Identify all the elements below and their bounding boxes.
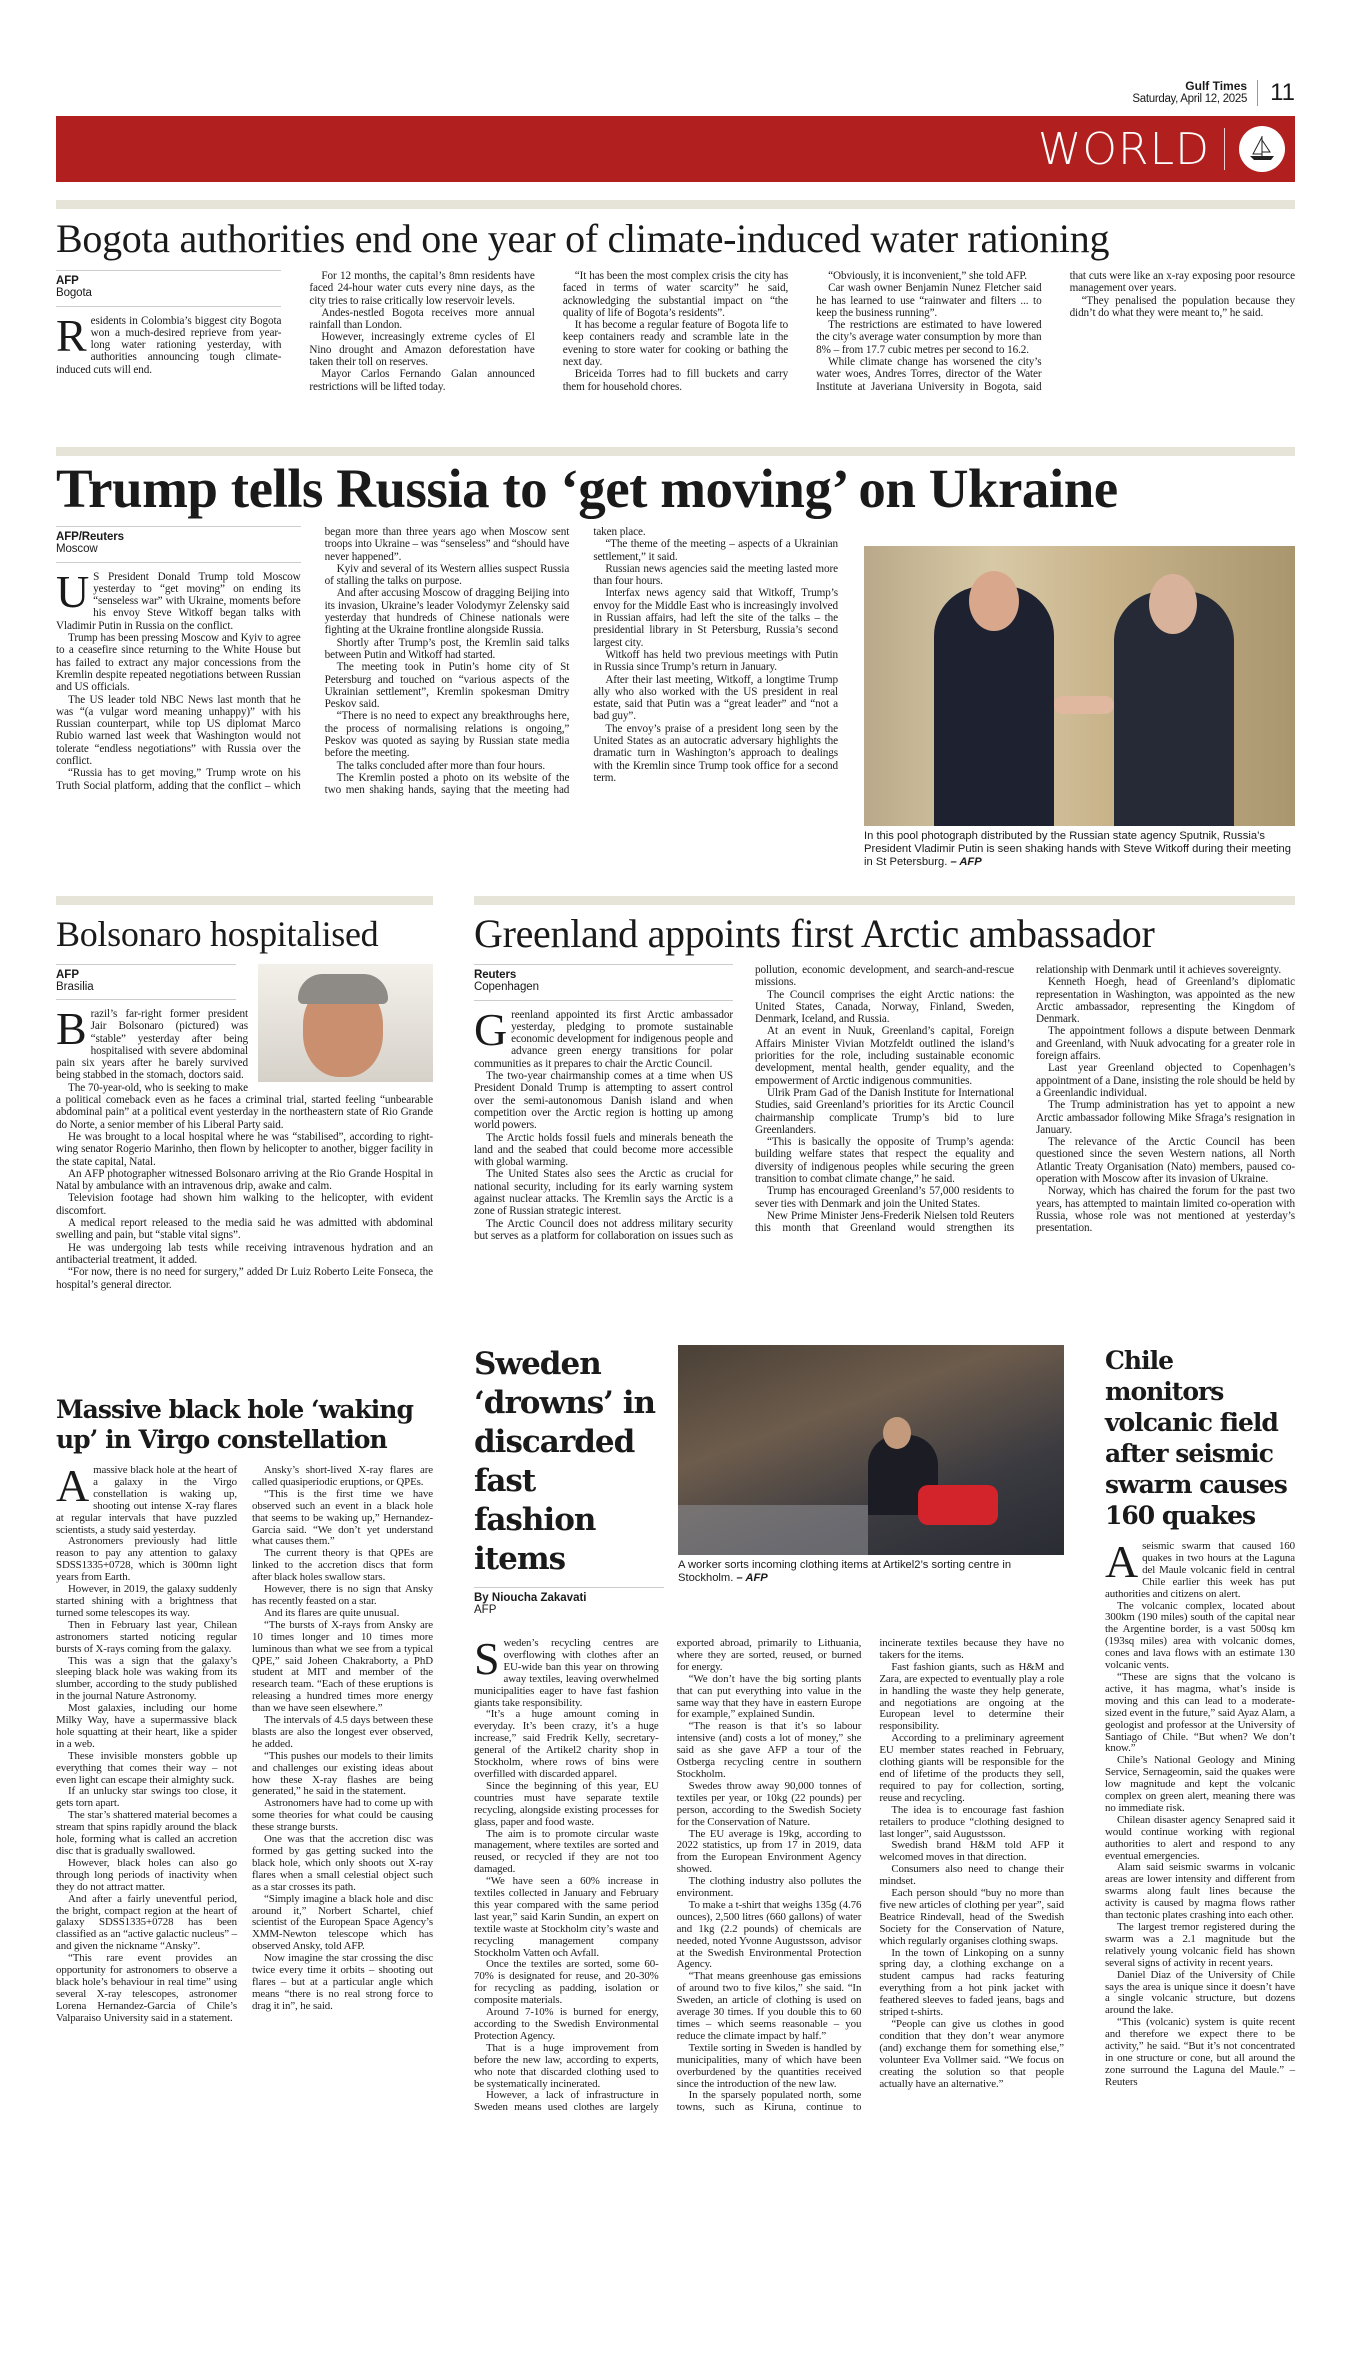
paragraph: “This (volcanic) system is quite recent and therefore we expect there to be activity,” he said. “But it’s not concentrated in one structure or cone, but all around the zone surround the Laguna del Maule.” – Reuters: [1105, 2016, 1295, 2088]
paragraph: The Trump administration has yet to appoint a new Arctic ambassador following Mike Sfraga’s resignation in January.: [1036, 1099, 1295, 1136]
article-body: [56, 1460, 433, 2025]
article-black-hole: [56, 1395, 433, 2025]
paragraph: He was undergoing lab tests while receiving intravenous hydration and an antibacterial treatment, it added.: [56, 1241, 433, 1266]
paper-name: Gulf Times: [1185, 79, 1248, 93]
paragraph: Sweden’s recycling centres are overflowing with clothes after an EU-wide ban this year on throwing away textiles, leaving overwhelmed municipalities eager to have fast fashion giants take responsibility.: [474, 1633, 659, 1709]
article-greenland: [474, 912, 1295, 1242]
paragraph: Astronomers have had to come up with some theories for what could be causing these strange bursts.: [252, 1797, 433, 1834]
section-divider: [56, 447, 1295, 456]
article-trump-russia: [56, 458, 1295, 888]
banner-divider: [1224, 128, 1225, 170]
paragraph: He was brought to a local hospital where he was “stabilised”, according to right-wing senator Rogerio Marinho, then flown by helicopter to another, bigger facility in the state capital, Natal.: [56, 1130, 433, 1168]
headline-block: [474, 1345, 664, 1630]
paragraph: Swedish brand H&M told AFP it welcomed moves in that direction.: [879, 1839, 1064, 1864]
article-chile-volcano: [1105, 1345, 1295, 2089]
article-header: [474, 1345, 1064, 1630]
paragraphs: [474, 1633, 1064, 2114]
paragraph: “For now, there is no need for surgery,” added Dr Luiz Roberto Leite Fonseca, the hospital’s general director.: [56, 1266, 433, 1291]
dhow-boat-icon: [1239, 126, 1285, 172]
paragraph: In the sparsely populated north, some towns, such as Kiruna, continue to incinerate textiles because they have no takers for the items.: [676, 1637, 1064, 2114]
paragraph: At an event in Nuuk, Greenland’s capital, Foreign Affairs Minister Vivian Motzfeldt outlined the island’s priorities for the role, including sustainable economic development, mental health, gender equality, and the empowerment of Arctic indigenous communities.: [755, 1025, 1014, 1087]
issue-date: Saturday, April 12, 2025: [1132, 93, 1248, 105]
paragraph: Amassive black hole at the heart of a galaxy in the Virgo constellation is waking up, shooting out intense X-ray flares at regular intervals that have puzzled scientists, a study said yesterday.: [56, 1460, 237, 1536]
paragraph: Around 7-10% is burned for energy, according to the Swedish Environmental Protection Agency.: [474, 2006, 659, 2042]
byline: [56, 526, 301, 563]
paragraph: Chilean disaster agency Senapred said it would continue working with regional authorities to alert and respond to any eventual emergencies.: [1105, 1813, 1295, 1862]
paragraph: Brazil’s far-right former president Jair Bolsonaro (pictured) was “stable” yesterday after being hospitalised with severe abdominal pain six years after he barely survived being stabbed in the stomach, doctors said.: [56, 1003, 248, 1082]
paragraph: The two-year chairmanship comes at a time when US President Donald Trump is attempting to assert control over the semi-autonomous Danish island and when competition over the Arctic region is hotting up among world powers.: [474, 1070, 733, 1132]
paragraphs: [474, 964, 1295, 1242]
paragraph: “The theme of the meeting – aspects of a Ukrainian settlement,” it said.: [593, 538, 838, 563]
paragraph: “Russia has to get moving,” Trump wrote on his Truth Social platform, adding that the conflict – which began more than three years ago when Moscow sent troops into Ukraine – was “senseless” and “should have never happened”.: [56, 526, 570, 792]
paragraph: “Simply imagine a black hole and disc around it,” Norbert Schartel, chief scientist of the European Space Agency’s XMM-Newton telescope which has observed Ansky, told AFP.: [252, 1892, 433, 1953]
paragraph: “This is the first time we have observed such an event in a black hole that seems to be waking up,” Hernandez-Garcia said. “We don’t yet understand what causes them.”: [252, 1487, 433, 1548]
paragraph: The appointment follows a dispute between Denmark and Greenland, with Nuuk advocating for a greater role in foreign affairs.: [1036, 1025, 1295, 1063]
paragraph: Most galaxies, including our home Milky Way, have a supermassive black hole squatting at their heart, like a spider in a web.: [56, 1702, 237, 1750]
paragraph: “We have seen a 60% increase in textiles collected in January and February this year compared with the same period last year,” said Karin Sundin, an expert on textile waste at Stockholm city’s waste and recycling management company Stockholm Vatten och Avfall.: [474, 1875, 659, 1959]
photo-caption: [864, 830, 1295, 869]
byline-dateline: Brasilia: [56, 981, 94, 993]
paragraph: The aim is to promote circular waste management, where textiles are sorted and reused, or recycled if they are not too damaged.: [474, 1827, 659, 1876]
paragraph: US President Donald Trump told Moscow yesterday to “get moving” on ending its “senseless war” with Ukraine, moments before his envoy Steve Witkoff began talks with Vladimir Putin in Russia on the conflict.: [56, 565, 301, 632]
paragraph: Russian news agencies said the meeting lasted more than four hours.: [593, 562, 838, 588]
byline-agency: AFP: [474, 1604, 497, 1616]
paragraph: The Kremlin posted a photo on its website of the two men shaking hands, saying that the meeting had taken place.: [324, 526, 646, 797]
paragraph: This was a sign that the galaxy’s sleeping black hole was waking from its slumber, according to the study published in the journal Nature Astronomy.: [56, 1654, 237, 1703]
byline: [56, 270, 281, 307]
paragraph: “The bursts of X-rays from Ansky are 10 times longer and 10 times more luminous than what we see from a typical QPE,” said Joheen Chakraborty, a PhD student at MIT and member of the research team. “Each of these eruptions is releasing a hundred times more energy than we have seen elsewhere.”: [252, 1618, 433, 1715]
paragraph: However, a lack of infrastructure in Sweden means used clothes are largely exported abroad, primarily to Lithuania, where they are sorted, reused, or burned for energy.: [474, 1637, 862, 2114]
paragraph: The envoy’s praise of a president long seen by the United States as an autocratic adversary highlights the dramatic turn in Washington’s approach to dealings with the Kremlin since Trump took office for a second term.: [593, 722, 838, 784]
page-number: 11: [1270, 79, 1295, 106]
paragraph: Ulrik Pram Gad of the Danish Institute for International Studies, said Greenland’s priorities for its Arctic Council chairmanship complicate Trump’s bid to lure Greenlanders.: [755, 1086, 1014, 1136]
paragraph: The current theory is that QPEs are linked to the accretion discs that form after black holes swallow stars.: [252, 1547, 433, 1584]
section-banner: [56, 116, 1295, 182]
paragraph: “There is no need to expect any breakthroughs here, the process of normalising relations is ongoing,” Peskov was quoted as saying by Russian state media before the meeting.: [324, 710, 570, 760]
paragraph: Kyiv and several of its Western allies suspect Russia of stalling the talks on purpose.: [324, 562, 570, 588]
paragraph: “The reason is that it’s so labour intensive (and) costs a lot of money,” she said as she gave AFP a tour of the Ostberga recycling centre in southern Stockholm.: [676, 1720, 862, 1780]
paragraph: “They penalised the population because they didn’t do what they were meant to,” he said.: [1069, 294, 1295, 319]
paragraph: Briceida Torres had to fill buckets and carry them for household chores.: [562, 368, 789, 393]
paragraph: Astronomers previously had little reason to pay any attention to galaxy SDSS1335+0728, which is 300mn light years from Earth.: [56, 1535, 237, 1584]
section-divider: [56, 896, 433, 905]
paragraph: “This rare event provides an opportunity for astronomers to observe a black hole’s behaviour in real time” using several X-ray telescopes, astronomer Lorena Hernandez-Garcia of Chile’s Valparaiso University said in a statement.: [56, 1952, 237, 2024]
paragraph: Interfax news agency said that Witkoff, Trump’s envoy for the Middle East who is increasingly involved in Russian affairs, had left the site of the talks – the presidential library in St Petersburg, Russia’s second largest city.: [593, 587, 838, 649]
paragraph: The intervals of 4.5 days between these blasts are also the longest ever observed, he added.: [252, 1714, 433, 1750]
masthead: [1132, 80, 1295, 106]
paragraph: New Prime Minister Jens-Frederik Nielsen told Reuters this month that Greenland would strengthen its relationship with Denmark until it achieves sovereignty.: [755, 964, 1282, 1235]
paragraph: Alam said seismic swarms in volcanic areas are lower intensity and different from swarms along fault lines because the activity is caused by magma flows rather than tectonic plates crashing into each other.: [1105, 1861, 1295, 1922]
paragraph: The clothing industry also pollutes the environment.: [676, 1875, 862, 1900]
paragraph: The idea is to encourage fast fashion retailers to produce “clothing designed to last longer”, said Augustsson.: [879, 1803, 1064, 1840]
paragraph: Fast fashion giants, such as H&M and Zara, are expected to eventually play a role in handling the waste they help generate, and negotiations are ongoing at the European level to determine their responsibility.: [879, 1660, 1064, 1733]
caption-credit: – AFP: [950, 856, 982, 868]
paragraph: Textile sorting in Sweden is handled by municipalities, many of which have been overburdened by the quantities received since the introduction of the new law.: [676, 2041, 862, 2090]
paragraph: “We don’t have the big sorting plants that can put everything into value in the same way that they have in eastern Europe for example,” explained Sundin.: [676, 1672, 862, 1721]
paragraph: It has become a regular feature of Bogota life to keep containers ready and scramble late in the evening to store water for cooking or bathing the next day.: [562, 319, 789, 369]
paragraph: Then in February last year, Chilean astronomers started noticing regular bursts of X-rays coming from the galaxy.: [56, 1618, 237, 1655]
photo-block: [678, 1345, 1064, 1630]
masthead-info: [1132, 80, 1258, 106]
byline-agency: AFP/Reuters: [56, 531, 124, 543]
paragraph: Aseismic swarm that caused 160 quakes in two hours at the Laguna del Maule volcanic field in central Chile earlier this week has put authorities and citizens on alert.: [1105, 1536, 1295, 1600]
paragraph: The volcanic complex, located about 300km (190 miles) south of the capital near the Argentine border, is a vast 500sq km (193sq miles) area with volcanic domes, cones and lava flows with an estimate 130 volcanic vents.: [1105, 1599, 1295, 1672]
byline-agency: Reuters: [474, 969, 517, 981]
section-divider: [56, 200, 1295, 209]
paragraph: Each person should “buy no more than five new articles of clothing per year”, said Beatrice Rindevall, head of the Swedish Society for the Conservation of Nature, which regularly organises clothing swaps.: [879, 1887, 1064, 1947]
photo-putin-witkoff: [864, 546, 1295, 826]
paragraph: Daniel Diaz of the University of Chile says the area is unique since it doesn’t have a single volcanic structure, but dozens around the lake.: [1105, 1968, 1295, 2017]
photo-block: [864, 546, 1295, 869]
paragraph: Witkoff has held two previous meetings with Putin in Russia since Trump’s return in January.: [593, 648, 838, 674]
paragraph: The Arctic holds fossil fuels and minerals beneath the land and the seabed that could become more accessible with global warming.: [474, 1131, 733, 1169]
paragraphs: [56, 526, 838, 797]
paragraph: One was that the accretion disc was formed by gas getting sucked into the black hole, which only shoots out X-ray flares when a small celestial object such as a star crosses its path.: [252, 1833, 433, 1893]
paragraph: Kenneth Hoegh, head of Greenland’s diplomatic representation in Washington, was appointed as the new Arctic ambassador, representing the Kingdom of Denmark.: [1036, 976, 1295, 1026]
headline: Bogota authorities end one year of climate-induced water rationing: [56, 216, 1110, 261]
headline: Bolsonaro hospitalised: [56, 914, 379, 954]
paragraph: “This is basically the opposite of Trump’s agenda: building welfare states that respect the equality and diversity of indigenous peoples while securing the green transition to combat climate change,” he said.: [755, 1136, 1014, 1186]
byline-dateline: Copenhagen: [474, 981, 539, 994]
paragraph: In the town of Linkoping on a sunny spring day, a clothing exchange on a student campus had racks featuring everything from a hot pink jacket with feathered sleeves to faded jeans, bags and striped t-shirts.: [879, 1946, 1064, 2019]
byline-agency: AFP: [56, 969, 79, 981]
paragraph: Last year Greenland objected to Copenhagen’s appointment of a Dane, insisting the role should be held by a Greenlandic individual.: [1036, 1062, 1295, 1099]
paragraph: However, increasingly extreme cycles of El Nino drought and Amazon deforestation have taken their toll on reserves.: [309, 331, 535, 369]
article-body: [56, 526, 838, 797]
article-body: [474, 964, 1295, 1242]
paragraph: “These are signs that the volcano is active, it has magma, what’s inside is moving and this can lead to a moderate-sized event in the future,” said Ayaz Alam, a geologist and professor at the University of Santiago of Chile. “But when? We don’t know.”: [1105, 1670, 1295, 1755]
byline-dateline: Moscow: [56, 543, 98, 556]
section-divider: [474, 896, 1295, 905]
headline: Massive black hole ‘waking up’ in Virgo constellation: [56, 1395, 413, 1454]
paragraph: Television footage had shown him walking to the helicopter, with evident discomfort.: [56, 1192, 433, 1217]
paragraph: To make a t-shirt that weighs 135g (4.76 ounces), 2,500 litres (660 gallons) of water and 1kg (2.2 pounds) of chemicals are needed, noted Yvonne Augustsson, advisor at the Swedish Environmental Protection Agency.: [676, 1898, 862, 1971]
paragraph: “It has been the most complex crisis the city has faced in terms of water scarcity” he said, acknowledging the substantial impact on “the quality of life of Bogota’s residents”.: [562, 270, 789, 319]
paragraph: Shortly after Trump’s post, the Kremlin said talks between Putin and Witkoff had started.: [324, 636, 570, 661]
paragraph: The relevance of the Arctic Council has been questioned since the seven Western nations, all North Atlantic Treaty Organisation (Nato) members, paused co-operation with Moscow after its invasion of Ukraine.: [1036, 1136, 1295, 1186]
paragraph: The talks concluded after more than four hours.: [336, 759, 546, 772]
paragraph: And after a fairly uneventful period, the bright, compact region at the heart of galaxy SDSS1335+0728 has been classified as an “active galactic nucleus” – and given the nickname “Ansky”.: [56, 1892, 237, 1953]
article-body: [1105, 1536, 1295, 2089]
paragraph: And its flares are quite unusual.: [264, 1606, 400, 1619]
paragraph: “Obviously, it is inconvenient,” she told AFP.: [828, 270, 1028, 282]
byline-dateline: Bogota: [56, 287, 92, 300]
photo-bolsonaro: [258, 964, 433, 1082]
paragraph: Consumers also need to change their mindset.: [879, 1863, 1064, 1888]
paragraph: However, there is no sign that Ansky has recently feasted on a star.: [252, 1583, 433, 1607]
paragraph: The restrictions are estimated to have lowered the city’s average water consumption by more than 8% – from 17.7 cubic metres per second to 16.2.: [816, 319, 1042, 356]
byline: [474, 1587, 664, 1622]
paragraph: The EU average is 19kg, according to 2022 statistics, up from 17 in 2019, data from the European Environment Agency showed.: [676, 1827, 862, 1876]
paragraph: For 12 months, the capital’s 8mn residents have faced 24-hour water cuts every nine days, as the city tries to raise critically low reservoir levels.: [309, 270, 535, 307]
paragraph: Trump has been pressing Moscow and Kyiv to agree to a ceasefire since returning to the White House but has failed to extract any major concessions from the Kremlin despite repeated negotiations between Russian and US officials.: [56, 632, 301, 694]
section-title: WORLD: [1037, 123, 1210, 175]
paragraph: Residents in Colombia’s biggest city Bogota won a much-desired reprieve from year-long water rationing yesterday, with authorities announcing tough climate-induced cuts will end.: [56, 309, 282, 376]
paragraph: Car wash owner Benjamin Nunez Fletcher said he has learned to use “rainwater and filters ... to keep the business running”.: [816, 282, 1042, 319]
paragraph: The 70-year-old, who is seeking to make a political comeback even as he faces a criminal trial, started feeling “unbearable abdominal pain” at a political event yesterday in the northeastern state of Rio Grande do Norte, a senior member of his Liberal Party said.: [56, 1081, 433, 1131]
photo-caption: [678, 1559, 1064, 1585]
headline: Greenland appoints first Arctic ambassador: [474, 911, 1155, 956]
byline-agency: AFP: [56, 275, 79, 287]
paragraph: The Arctic Council does not address military security but serves as a platform for collaboration on issues such as pollution, economic development, and search-and-rescue missions.: [474, 964, 1014, 1242]
paragraph: Mayor Carlos Fernando Galan announced restrictions will be lifted today.: [309, 368, 535, 393]
headline: Sweden ‘drowns’ in discarded fast fashion items: [474, 1346, 656, 1577]
paragraph: These invisible monsters gobble up everything that comes their way – not even light can escape their almighty suck.: [56, 1749, 237, 1786]
paragraph: Trump has encouraged Greenland’s 57,000 residents to sever ties with Denmark and join the United States.: [755, 1185, 1014, 1210]
byline: [56, 964, 236, 1000]
article-bogota: [56, 216, 1295, 393]
caption-text: In this pool photograph distributed by the Russian state agency Sputnik, Russia’s President Vladimir Putin is seen shaking hands with Steve Witkoff during their meeting in St Petersburg.: [864, 830, 1291, 868]
paragraph: Once the textiles are sorted, some 60-70% is designated for reuse, and 20-30% for recycling as padding, isolation or composite materials.: [474, 1958, 659, 2007]
paragraph: The star’s shattered material becomes a stream that spins rapidly around the black hole, forming what is called an accretion disc that is gradually swallowed.: [56, 1809, 237, 1857]
paragraph: An AFP photographer witnessed Bolsonaro arriving at the Rio Grande Hospital in Natal by ambulance with an intravenous drip, awake and calm.: [56, 1167, 433, 1193]
paragraph: Chile’s National Geology and Mining Service, Sernageomin, said the quakes were low magnitude and kept the volcanic complex on green alert, meaning there was no immediate risk.: [1105, 1754, 1295, 1814]
byline: [474, 964, 733, 1001]
headline: Trump tells Russia to ‘get moving’ on Ukraine: [56, 458, 1118, 519]
paragraph: That is a huge improvement from before the new law, according to experts, who note that discarded clothing used to be systematically incinerated.: [474, 2041, 659, 2090]
paragraph: Andes-nestled Bogota receives more annual rainfall than London.: [309, 306, 535, 332]
paragraph: After their last meeting, Witkoff, a longtime Trump ally who also worked with the US president in real estate, said that Putin was a “great leader” and “not a bad guy”.: [593, 673, 838, 723]
paragraph: Norway, which has chaired the forum for the past two years, has attempted to maintain limited co-operation with Russia, whose role was not mentioned at yesterday’s presentation.: [1036, 1185, 1295, 1235]
article-bolsonaro: [56, 912, 433, 1291]
paragraphs: [1105, 1536, 1295, 2089]
paragraph: The meeting took in Putin’s home city of St Petersburg and touched on “various aspects of the Ukrainian settlement”, Kremlin spokesman Dmitry Peskov said.: [324, 661, 570, 711]
paragraph: According to a preliminary agreement EU member states reached in February, clothing giants will be responsible for the end of lifetime of the products they sell, required to pay for collection, sorting, reuse and recycling.: [879, 1732, 1064, 1804]
paragraph: “This pushes our models to their limits and challenges our existing ideas about how these X-ray flashes are being generated,” he said in the statement.: [252, 1749, 433, 1798]
paragraph: Since the beginning of this year, EU countries must have separate textile recycling, alongside existing processes for glass, paper and food waste.: [474, 1779, 659, 1828]
paragraph: “That means greenhouse gas emissions of around two to five kilos,” she said. “In Sweden, an article of clothing is used on average 30 times. If you double this to 60 times – which seems reasonable – you reduce the climate impact by half.”: [676, 1970, 862, 2042]
paragraph: The largest tremor registered during the swarm was a 2.1 magnitude but the relatively young volcanic field has shown several signs of activity in recent years.: [1105, 1921, 1295, 1969]
paragraph: A medical report released to the media said he was admitted with abdominal swelling and pain, but “stable vital signs”.: [56, 1217, 433, 1242]
headline: Chile monitors volcanic field after seismic swarm causes 160 quakes: [1105, 1346, 1287, 1530]
paragraph: Greenland appointed its first Arctic ambassador yesterday, pledging to promote sustainable economic development for indigenous people and advance green energy transitions for polar communities as it prepares to chair the Arctic Council.: [474, 1003, 733, 1070]
paragraph: The United States also sees the Arctic as crucial for national security, including for its early warning system against nuclear attacks. The Kremlin says the Arctic is a zone of Russian strategic interest.: [474, 1168, 733, 1218]
paragraph: “It’s a huge amount coming in everyday. It’s been crazy, it’s a huge increase,” said Fredrik Kelly, secretary-general of the Artikel2 charity shop in Stockholm, where rows of bins were overfilled with discarded apparel.: [474, 1708, 659, 1780]
paragraph: If an unlucky star swings too close, it gets torn apart.: [56, 1785, 237, 1810]
paragraph: And after accusing Moscow of dragging Beijing into its invasion, Ukraine’s leader Volodymyr Zelensky said yesterday that hundreds of Chinese nationals were fighting at the Ukraine frontline alongside Russia.: [324, 587, 570, 637]
article-sweden-fashion: [474, 1345, 1064, 2114]
article-body: [474, 1633, 1064, 2114]
paragraphs: [56, 1460, 433, 2025]
paragraph: However, black holes can also go through long periods of inactivity when they do not attract matter.: [56, 1856, 237, 1893]
paragraph: The US leader told NBC News last month that he was “(a vulgar word meaning unhappy)” with his Russian counterpart, while top US diplomat Marco Rubio warned last week that Washington would not tolerate “endless negotiations” with Russia over the conflict.: [56, 693, 301, 768]
paragraph: While climate change has worsened the city’s water woes, Andres Torres, director of the Water Institute at Javeriana University in Bogota, said that cuts were like an x-ray exposing poor resource management over years.: [816, 270, 1295, 393]
paragraph: However, in 2019, the galaxy suddenly started shining with a brightness that turned some telescopes its way.: [56, 1583, 237, 1619]
byline-author: By Nioucha Zakavati: [474, 1592, 587, 1604]
caption-credit: – AFP: [736, 1572, 768, 1584]
article-body: [56, 270, 1295, 393]
photo-clothing-sorting: [678, 1345, 1064, 1555]
paragraph: “People can give us clothes in good condition that they don’t wear anymore (and) exchange them for something else,” volunteer Eva Vollmer said. “We focus on creating the solution so that people actually have an alternative.”: [879, 2018, 1064, 2090]
paragraph: Ansky’s short-lived X-ray flares are called quasiperiodic eruptions, or QPEs.: [252, 1464, 433, 1488]
paragraph: Now imagine the star crossing the disc twice every time it orbits – shooting out flares – but at a particular angle which means “there is no real strong force to drag it in”, he said.: [252, 1952, 433, 2012]
caption-text: A worker sorts incoming clothing items at Artikel2’s sorting centre in Stockholm.: [678, 1559, 1012, 1584]
paragraph: The Council comprises the eight Arctic nations: the United States, Canada, Norway, Finland, Sweden, Denmark, Iceland, and Russia.: [755, 988, 1014, 1026]
paragraph: Swedes throw away 90,000 tonnes of textiles per year, or 10kg (22 pounds) per person, according to the Swedish Society for the Conservation of Nature.: [676, 1779, 862, 1828]
